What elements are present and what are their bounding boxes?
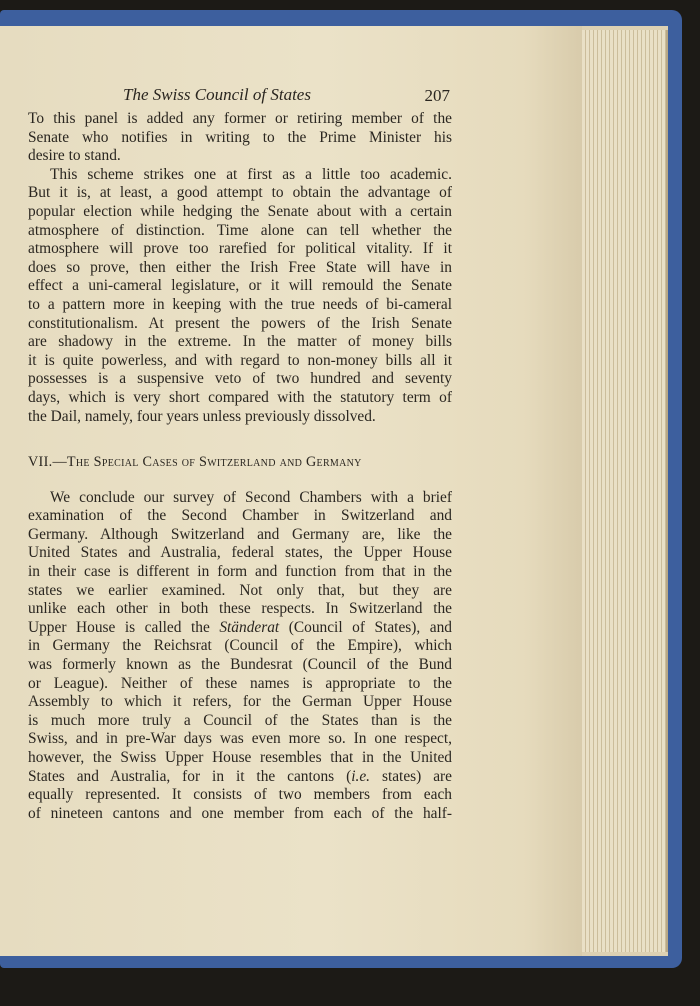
- text-line: of nineteen cantons and one member from each of the half-: [28, 804, 452, 822]
- running-head: [28, 80, 452, 110]
- section-heading-text: VII.—The Special Cases of Switzerland and Germany: [28, 454, 362, 471]
- text-line: But it is, at least, a good attempt to obtain the advantage of: [28, 184, 452, 202]
- text-line: Assembly to which it refers, for the German Upper House: [28, 693, 452, 711]
- text-line: This scheme strikes one at first as a little too academic.: [50, 165, 452, 183]
- paragraph-1: [28, 110, 452, 166]
- text-line: [28, 768, 452, 787]
- text-line: examination of the Second Chamber in Switzerland and: [28, 507, 452, 525]
- text-line: Swiss, and in pre-War days was even more so. In one respect,: [28, 730, 452, 748]
- text-run: States and Australia, for in it the cantons (: [28, 767, 352, 785]
- text-line: atmosphere of distinction. Time alone can tell whether the: [28, 221, 452, 239]
- text-line: in their case is different in form and function from that in the: [28, 563, 452, 581]
- text-line: unlike each other in both these respects. In Switzerland the: [28, 600, 452, 618]
- paragraph-2: [28, 166, 452, 426]
- text-line: in Germany the Reichsrat (Council of the Empire), which: [28, 637, 452, 655]
- text-line: however, the Swiss Upper House resembles that in the United: [28, 749, 452, 766]
- italic-term: Ständerat: [219, 618, 280, 636]
- text-line: does so prove, then either the Irish Free State will have in: [28, 258, 452, 276]
- text-line: to a pattern more in keeping with the true needs of bi-cameral: [28, 295, 452, 313]
- running-title: The Swiss Council of States: [123, 85, 311, 104]
- text-line: Senate who notifies in writing to the Prime Minister his: [28, 128, 452, 146]
- text-run: states) are: [370, 767, 452, 785]
- text-line: are shadowy in the extreme. In the matter of money bills: [28, 333, 452, 351]
- text-line: [28, 619, 452, 638]
- text-line: the Dail, namely, four years unless previously dissolved.: [28, 407, 376, 425]
- italic-term: i.e.: [351, 767, 371, 785]
- text-run: (Council of States), and: [279, 618, 453, 636]
- text-line: states we earlier examined. Not only that, but they are: [28, 581, 452, 599]
- text-line: equally represented. It consists of two members from each: [28, 786, 452, 804]
- text-line: constitutionalism. At present the powers of the Irish Senate: [28, 314, 452, 332]
- text-run: Upper House is called the: [28, 618, 220, 636]
- text-line: atmosphere will prove too rarefied for political vitality. If it: [28, 240, 452, 258]
- page-text: [28, 80, 452, 823]
- page-edges: [578, 30, 668, 952]
- text-line: days, which is very short compared with the statutory term of: [28, 388, 452, 406]
- text-line: popular election while hedging the Senate about with a certain: [28, 202, 452, 220]
- text-line: desire to stand.: [28, 147, 121, 165]
- text-line: We conclude our survey of Second Chambers with a brief: [50, 488, 452, 506]
- section-heading: [28, 453, 452, 472]
- text-line: To this panel is added any former or retiring member of the: [28, 110, 452, 127]
- text-line: effect a uni-cameral legislature, or it will remould the Senate: [28, 277, 452, 295]
- text-line: possesses is a suspensive veto of two hundred and seventy: [28, 370, 452, 388]
- text-line: or League). Neither of these names is appropriate to the: [28, 674, 452, 692]
- text-line: was formerly known as the Bundesrat (Council of the Bund: [28, 656, 452, 674]
- text-line: United States and Australia, federal states, the Upper House: [28, 544, 452, 562]
- text-line: it is quite powerless, and with regard to non-money bills all it: [28, 351, 452, 369]
- page-number: 207: [424, 86, 450, 105]
- paragraph-3: [28, 489, 452, 824]
- text-line: Germany. Although Switzerland and Germany are, like the: [28, 525, 452, 543]
- text-line: is much more truly a Council of the States than is the: [28, 711, 452, 729]
